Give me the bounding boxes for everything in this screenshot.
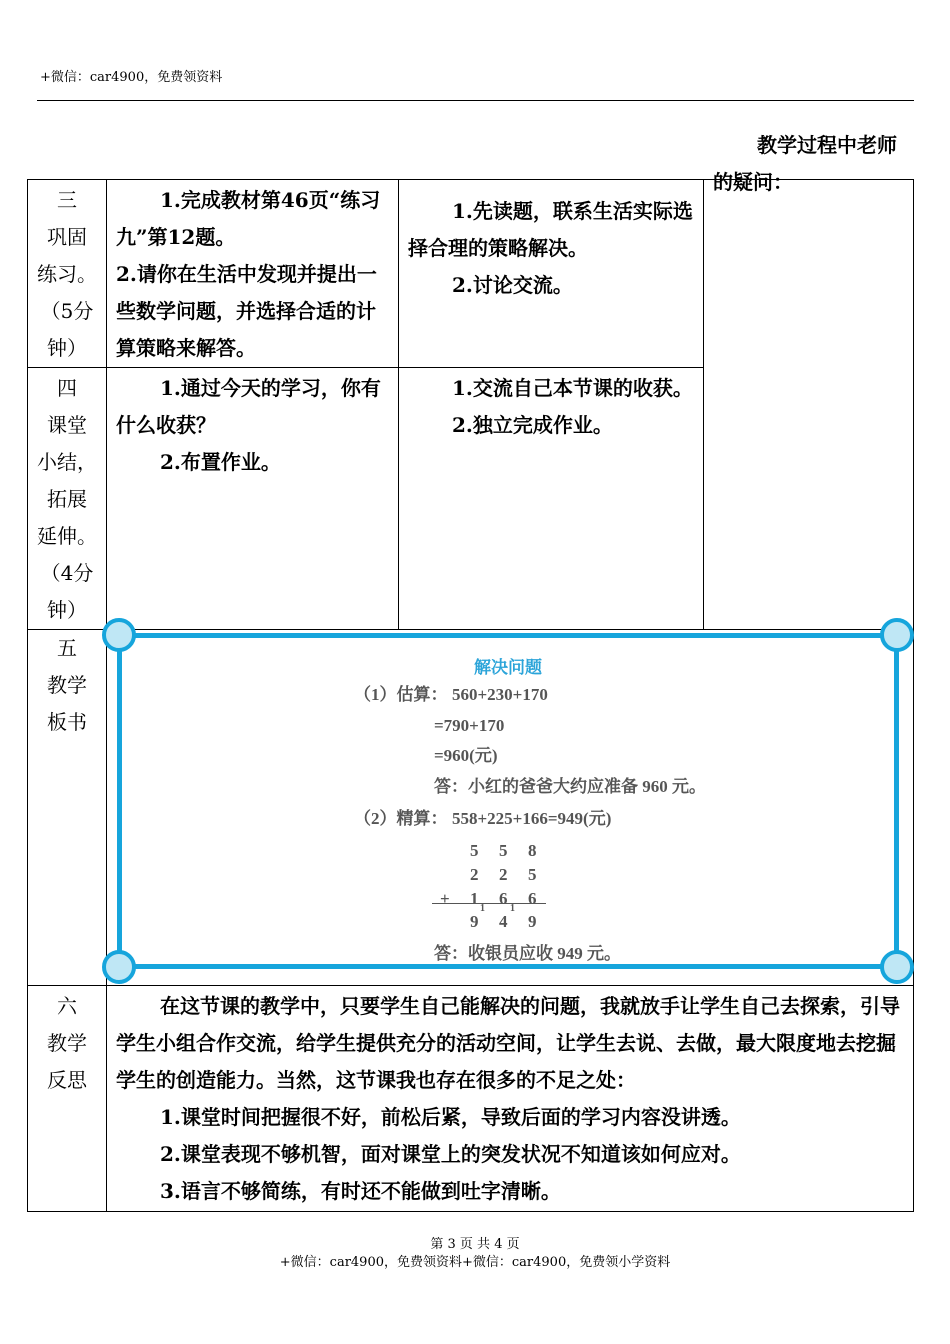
exact-expression: 558+225+166=949(元) xyxy=(452,809,612,828)
header-rule xyxy=(37,100,914,101)
reflection-item: 3.语言不够简练，有时还不能做到吐字清晰。 xyxy=(160,1179,561,1203)
page-header-text: +微信：car4900，免费领资料 xyxy=(40,70,223,85)
teacher-activity-summary xyxy=(107,368,399,630)
stage-cell-board xyxy=(28,630,107,986)
teacher-notes-text: 教学过程中老师的疑问： xyxy=(713,133,897,194)
teacher-item: 2.请你在生活中发现并提出一些数学问题，并选择合适的计算策略来解答。 xyxy=(116,262,377,360)
board-corner-ornament xyxy=(880,950,914,984)
stage-line: 反思 xyxy=(47,1068,87,1092)
calc-digit: 6 xyxy=(499,889,508,908)
calc-digit: 2 xyxy=(499,865,508,884)
stage-cell-reflection xyxy=(28,986,107,1212)
reflection-item: 2.课堂表现不够机智，面对课堂上的突发状况不知道该如何应对。 xyxy=(160,1142,741,1166)
calc-digit: 6 xyxy=(528,889,537,908)
stage-line: 课堂 xyxy=(47,413,87,437)
row-consolidate xyxy=(28,180,914,368)
board-corner-ornament xyxy=(102,618,136,652)
calc-digit: 5 xyxy=(528,865,537,884)
calc-plus-sign: + xyxy=(440,889,450,908)
board-title: 解决问题 xyxy=(474,658,542,678)
page-footer-text: +微信：car4900，免费领资料+微信：car4900，免费领小学资料 xyxy=(279,1255,671,1270)
calc-digit: 5 xyxy=(499,841,508,860)
teacher-item: 2.布置作业。 xyxy=(160,450,281,474)
reflection-cell xyxy=(107,986,914,1212)
calc-result-digit: 4 xyxy=(499,912,508,931)
student-item: 1.先读题，联系生活实际选择合理的策略解决。 xyxy=(408,199,693,260)
blackboard-cell xyxy=(107,630,914,986)
lesson-plan-table xyxy=(27,133,914,1212)
board-corner-ornament xyxy=(880,618,914,652)
stage-line: 延伸。 xyxy=(37,524,97,548)
stage-line: 六 xyxy=(57,994,77,1018)
calc-digit: 2 xyxy=(470,865,479,884)
stage-line: 练习。 xyxy=(37,262,97,286)
stage-line: 三 xyxy=(57,188,77,212)
teacher-activity-consolidate xyxy=(107,180,399,368)
stage-line: 四 xyxy=(57,376,77,400)
stage-line: （4分 xyxy=(40,561,94,585)
calc-result-digit: 9 xyxy=(528,912,537,931)
calc-carry: 1 xyxy=(480,903,485,914)
teacher-notes-cell xyxy=(704,133,914,630)
board-corner-ornament xyxy=(102,950,136,984)
teacher-item: 1.通过今天的学习，你有什么收获？ xyxy=(116,376,381,437)
estimate-label: （1）估算： xyxy=(354,685,448,704)
calc-carry: 1 xyxy=(510,903,515,914)
calc-digit: 1 xyxy=(470,889,479,908)
row-board xyxy=(28,630,914,986)
student-item: 1.交流自己本节课的收获。 xyxy=(452,376,693,400)
stage-line: 拓展 xyxy=(47,487,87,511)
stage-cell-consolidate xyxy=(28,180,107,368)
stage-line: 五 xyxy=(57,636,77,660)
estimate-step-1: =790+170 xyxy=(434,716,505,735)
stage-line: 钟） xyxy=(47,598,87,622)
stage-line: 板书 xyxy=(47,710,87,734)
calc-digit: 8 xyxy=(528,841,537,860)
stage-line: 小结， xyxy=(37,450,97,474)
estimate-answer: 答：小红的爸爸大约应准备 960 元。 xyxy=(434,777,706,796)
stage-line: 巩固 xyxy=(47,225,87,249)
estimate-expression: 560+230+170 xyxy=(452,685,548,704)
blackboard-surface xyxy=(122,638,894,964)
stage-line: 教学 xyxy=(47,673,87,697)
calc-digit: 5 xyxy=(470,841,479,860)
page-number: 第 3 页 共 4 页 xyxy=(430,1237,520,1252)
exact-label: （2）精算： xyxy=(354,809,448,828)
student-activity-summary xyxy=(399,368,704,630)
calc-result-digit: 9 xyxy=(470,912,479,931)
reflection-paragraph: 在这节课的教学中，只要学生自己能解决的问题，我就放手让学生自己去探索，引导学生小组合作交流，给学生提供充分的活动空间，让学生去说、去做，最大限度地去挖掘学生的创造能力。当然，这节课我也存在很多的不足之处： xyxy=(116,994,900,1092)
student-item: 2.讨论交流。 xyxy=(452,273,573,297)
stage-line: 钟） xyxy=(47,336,87,360)
stage-line: （5分 xyxy=(40,299,94,323)
estimate-step-2: =960(元) xyxy=(434,746,498,765)
stage-cell-summary xyxy=(28,368,107,630)
reflection-item: 1.课堂时间把握很不好，前松后紧，导致后面的学习内容没讲透。 xyxy=(160,1105,741,1129)
blackboard-figure xyxy=(117,633,899,969)
stage-line: 教学 xyxy=(47,1031,87,1055)
teacher-item: 1.完成教材第46页“练习九”第12题。 xyxy=(116,188,381,249)
exact-answer: 答：收银员应收 949 元。 xyxy=(434,944,621,963)
row-reflection xyxy=(28,986,914,1212)
student-activity-consolidate xyxy=(399,180,704,368)
student-item: 2.独立完成作业。 xyxy=(452,413,613,437)
